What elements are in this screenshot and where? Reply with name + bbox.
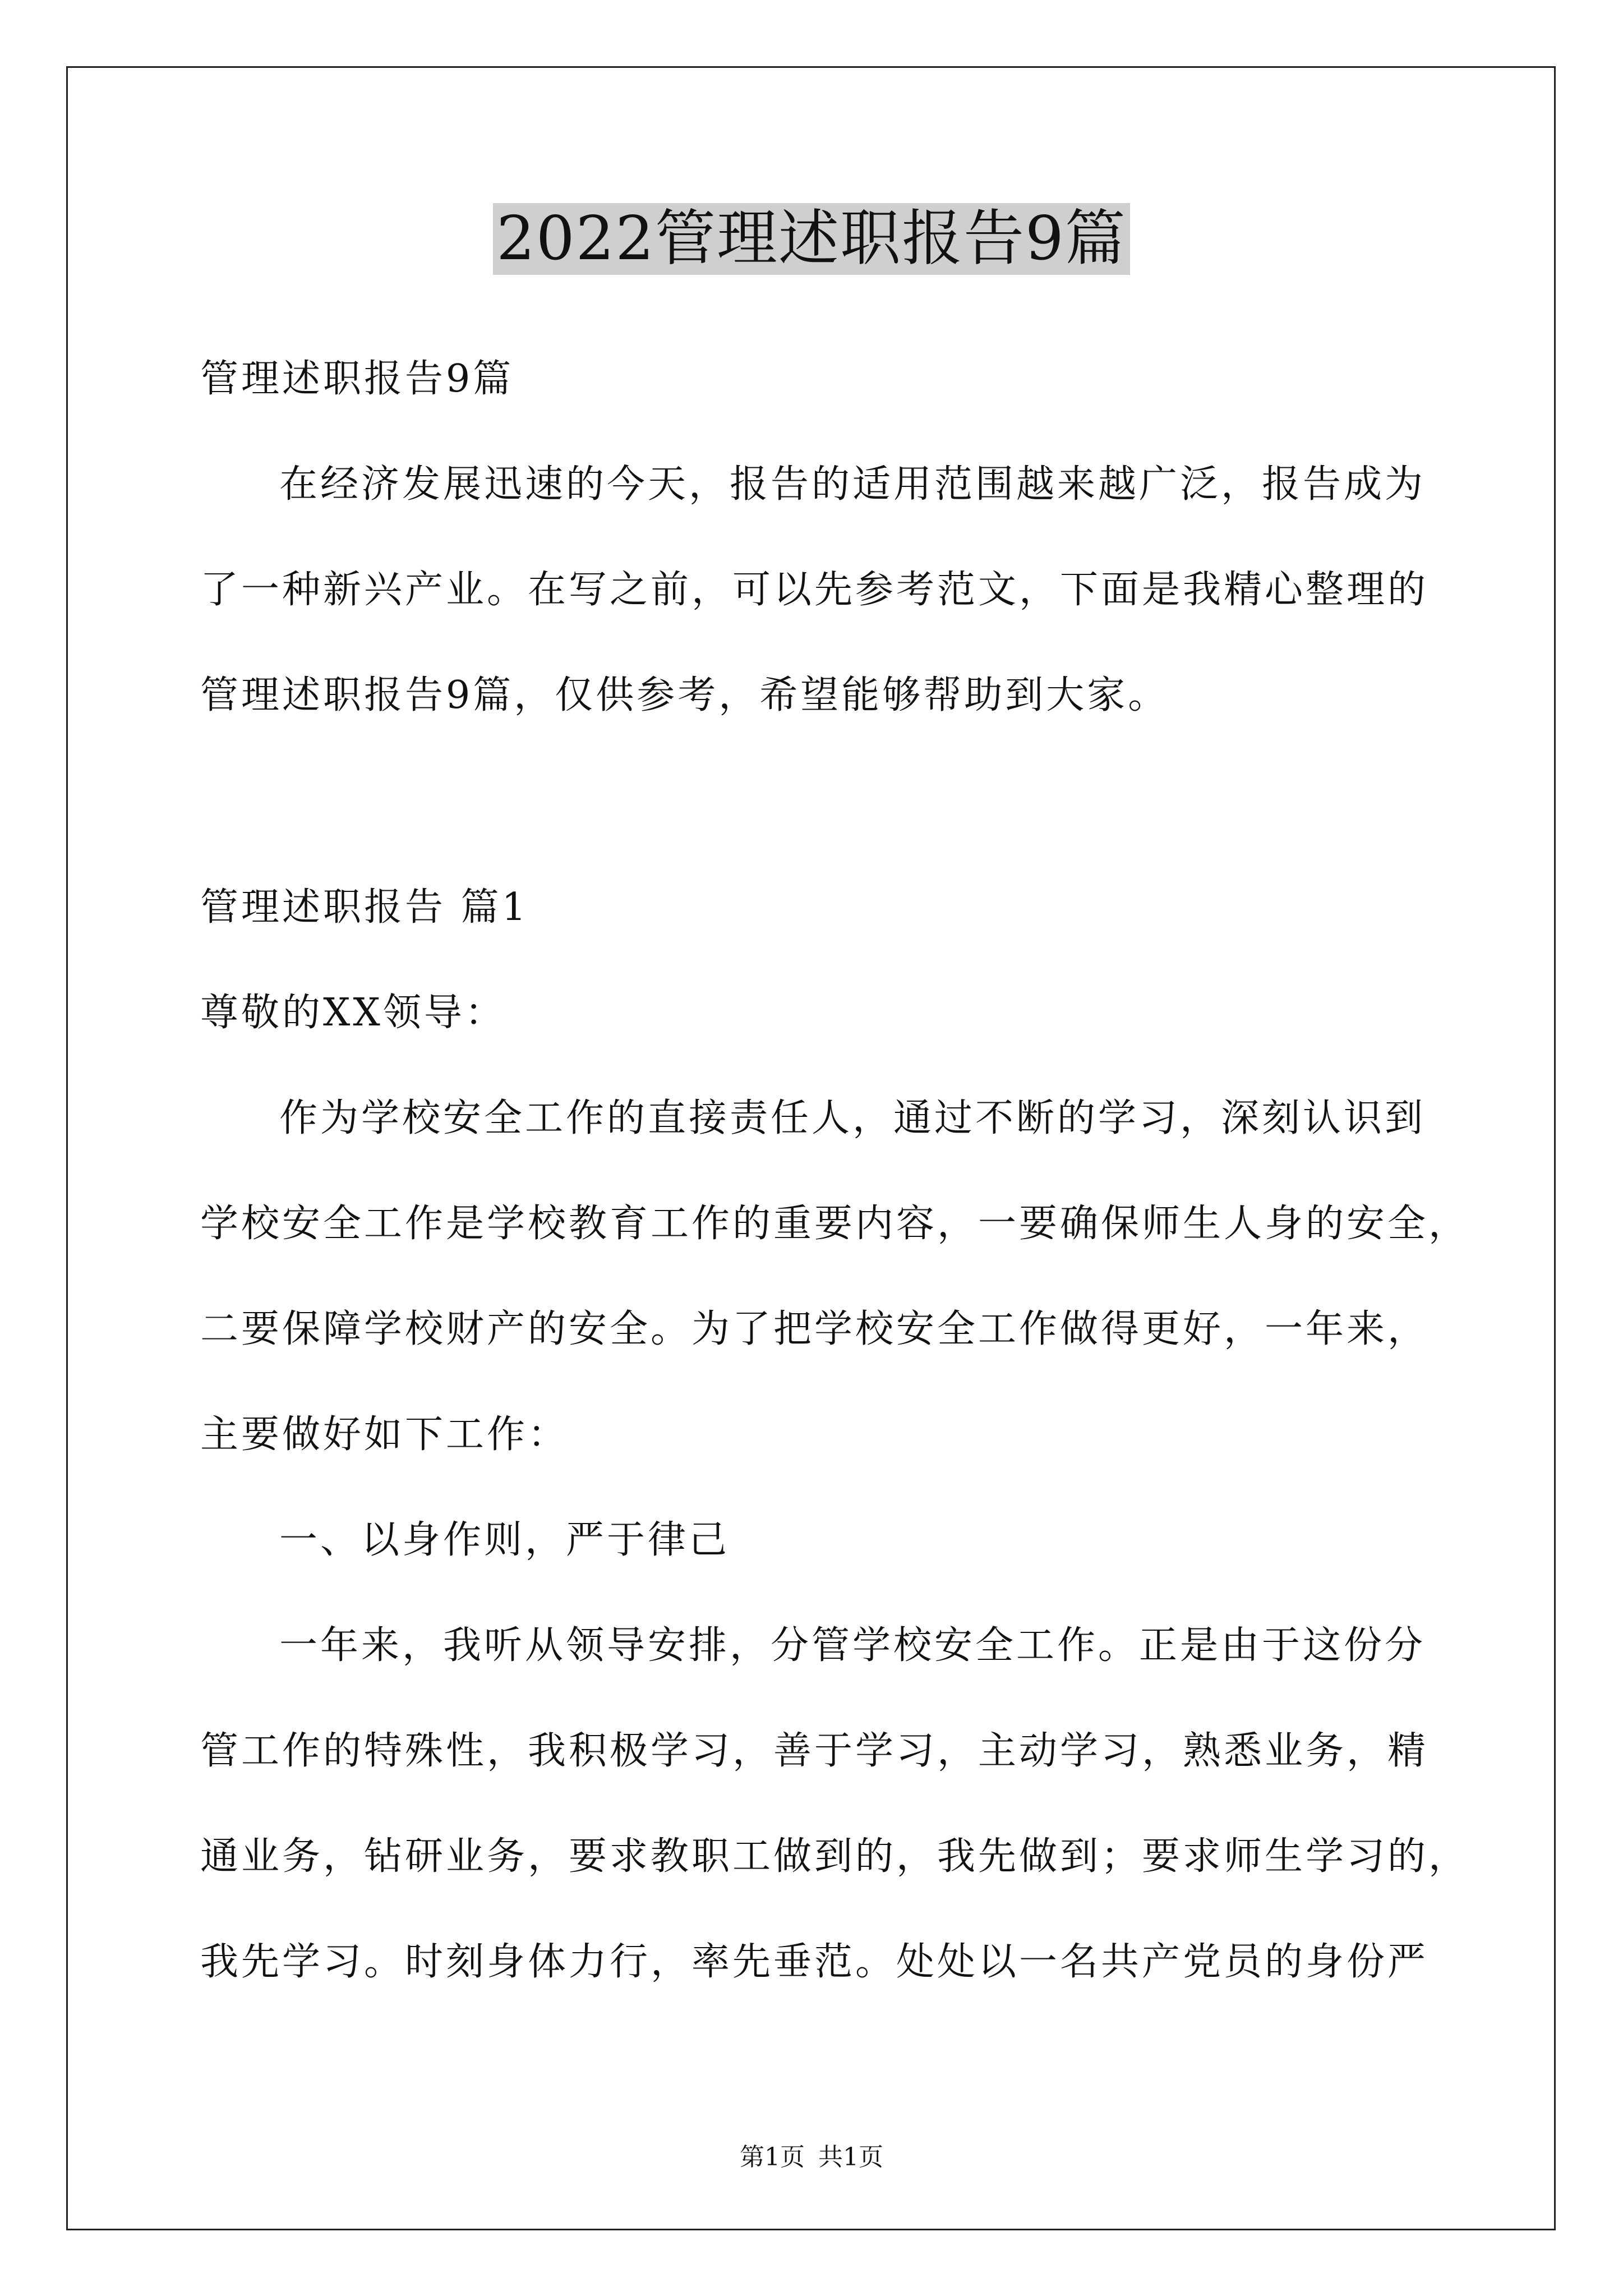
para1-line-1: 作为学校安全工作的直接责任人，通过不断的学习，深刻认识到: [279, 1096, 1426, 1140]
intro-line-3: 管理述职报告9篇，仅供参考，希望能够帮助到大家。: [200, 673, 1169, 717]
para1-line-4: 主要做好如下工作：: [200, 1412, 569, 1457]
title-container: [0, 203, 1623, 275]
document-title: 2022管理述职报告9篇: [493, 203, 1130, 275]
intro-line-2: 了一种新兴产业。在写之前，可以先参考范文，下面是我精心整理的: [200, 568, 1429, 612]
para2-line-1: 一年来，我听从领导安排，分管学校安全工作。正是由于这份分: [279, 1623, 1426, 1668]
document-subtitle: 管理述职报告9篇: [200, 357, 514, 401]
para2-line-3: 通业务，钻研业务，要求教职工做到的，我先做到；要求师生学习的，: [200, 1834, 1470, 1879]
section-heading: 管理述职报告 篇1: [200, 885, 529, 930]
para2-line-2: 管工作的特殊性，我积极学习，善于学习，主动学习，熟悉业务，精: [200, 1729, 1429, 1773]
para1-line-3: 二要保障学校财产的安全。为了把学校安全工作做得更好，一年来，: [200, 1307, 1429, 1351]
salutation: 尊敬的XX领导：: [200, 991, 506, 1035]
intro-line-1: 在经济发展迅速的今天，报告的适用范围越来越广泛，报告成为: [279, 462, 1426, 507]
point-heading: 一、以身作则，严于律己: [279, 1518, 730, 1562]
page-footer: 第1页 共1页: [740, 2143, 883, 2171]
para2-line-4: 我先学习。时刻身体力行，率先垂范。处处以一名共产党员的身份严: [200, 1940, 1429, 1984]
para1-line-2: 学校安全工作是学校教育工作的重要内容，一要确保师生人身的安全，: [200, 1202, 1470, 1246]
